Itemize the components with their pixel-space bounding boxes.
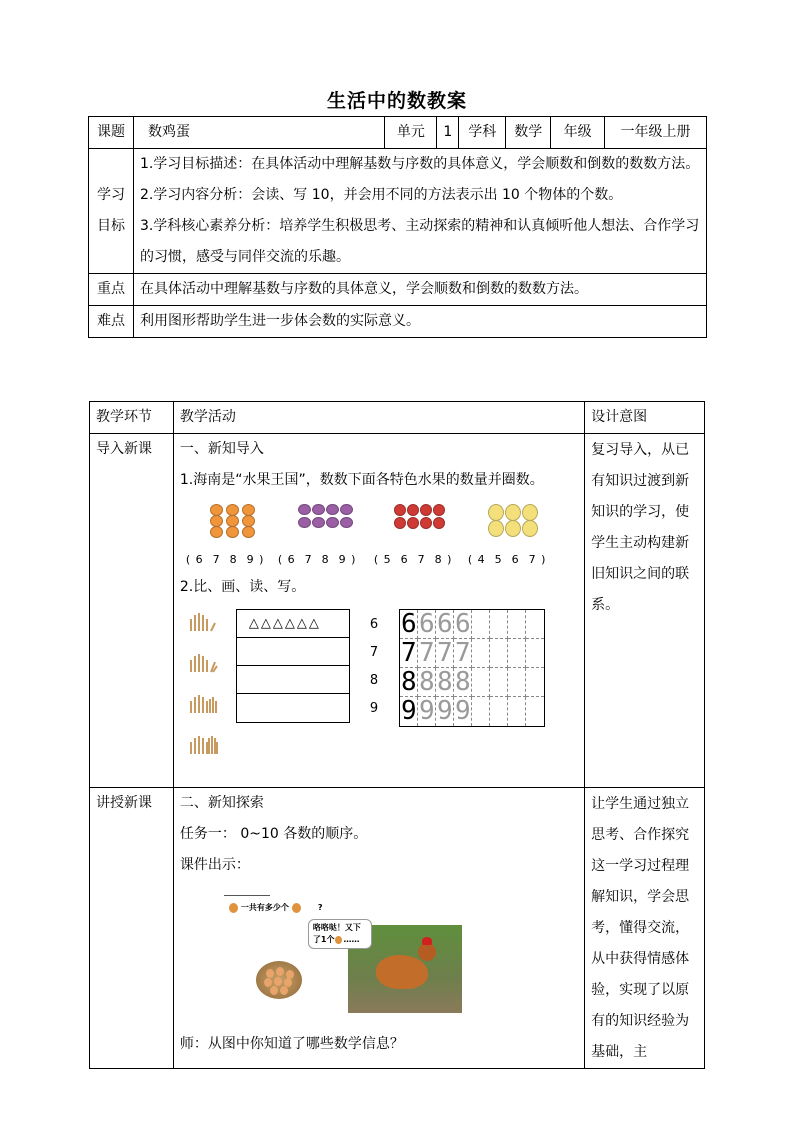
lychee-icon [407,517,419,529]
grid-cell [472,610,490,639]
mangosteen-icon [326,517,339,528]
grid-cell [526,610,544,639]
plan-table [89,401,705,1069]
trace-digit: 9 [437,696,453,726]
trace-digit: 7 [437,638,453,668]
topic-label: 课题 [89,117,134,149]
info-table [88,116,707,338]
design-lesson: 让学生通过独立思考、合作探究这一学习过程理解知识，学会思考，懂得交流，从中获得情感体验，实现了以原有的知识经验为基础，主 [585,788,705,1069]
triangles-row: △△△△△△ [237,610,349,638]
guava-icon [488,504,504,521]
unit-value: 1 [437,117,459,149]
trace-digit: 9 [419,696,435,726]
empty-row [237,666,349,694]
orange-icon [242,526,255,538]
key-value: 在具体活动中理解基数与序数的具体意义，学会顺数和倒数的数数方法。 [133,274,706,306]
hen-head [418,943,436,961]
intro-heading: 一、新知导入 [179,441,264,457]
number-8: 8 [369,673,379,688]
courseware-label: 课件出示： [179,857,250,873]
grid-cell [472,639,490,668]
subject-value: 数学 [506,117,551,149]
empty-row [237,694,349,721]
trace-digit: 8 [455,667,471,697]
grid-cell [508,610,526,639]
guava-icon [505,520,521,537]
trace-digit: 8 [419,667,435,697]
hand-six-icon [188,609,218,633]
guava-icon [488,520,504,537]
topic-value: 数鸡蛋 [133,117,384,149]
number-6: 6 [369,617,379,632]
compare-write-exercise [180,607,578,733]
goal-1: 1.学习目标描述：在具体活动中理解基数与序数的具体意义，学会顺数和倒数的数数方法。 [139,156,700,172]
mangosteen-icon [326,504,339,515]
banner-line [224,895,270,896]
grid-cell [526,697,544,726]
egg-icon [276,967,284,976]
subject-label: 学科 [459,117,506,149]
lychee-icon [433,504,445,516]
grid-cell [526,639,544,668]
intro-p1: 1.海南是“水果王国”，数数下面各特色水果的数量并圈数。 [179,472,544,488]
count-options-1: ( 6 7 8 9 ) [185,553,265,566]
trace-digit: 6 [437,609,453,639]
hand-eight-icon [188,691,218,715]
trace-digit: 6 [419,609,435,639]
difficulty-label: 难点 [89,306,134,338]
grid-cell [508,697,526,726]
lesson-heading: 二、新知探索 [179,795,264,811]
orange-icon [210,526,223,538]
empty-row [237,638,349,666]
grid-cell [472,668,490,697]
lychee-icon [394,517,406,529]
stage-intro: 导入新课 [90,434,174,788]
hen-body [376,955,428,989]
grid-cell [490,610,508,639]
trace-digit: 6 [455,609,471,639]
grid-cell [508,639,526,668]
hand-nine-icon [188,732,218,756]
egg-icon [292,903,301,913]
grade-label: 年级 [551,117,605,149]
header-stage: 教学环节 [90,402,174,434]
trace-digit: 7 [419,638,435,668]
goals-label: 学习目标 [89,149,134,274]
number-7: 7 [369,645,379,660]
trace-digit: 9 [401,696,417,726]
intro-p2: 2.比、画、读、写。 [179,579,306,595]
header-activity: 教学活动 [173,402,584,434]
trace-digit: 7 [455,638,471,668]
key-label: 重点 [89,274,134,306]
egg-icon [280,986,288,995]
lychee-icon [407,504,419,516]
drawing-box [236,609,350,723]
egg-icon [229,903,238,913]
count-options-2: ( 6 7 8 9 ) [277,553,357,566]
unit-label: 单元 [385,117,437,149]
grade-value: 一年级上册 [605,117,707,149]
how-many-eggs-banner: 一共有多少个 ? [226,901,338,915]
teacher-question: 师：从图中你知道了哪些数学信息？ [179,1036,404,1052]
mangosteen-icon [312,517,325,528]
finger-hands [188,609,222,773]
number-9: 9 [369,701,379,716]
goal-2: 2.学习内容分析：会读、写 10，并会用不同的方法表示出 10 个物体的个数。 [139,187,623,203]
egg-basket [256,961,302,999]
trace-digit: 9 [455,696,471,726]
egg-icon [274,977,282,986]
guava-icon [522,504,538,521]
trace-digit: 8 [437,667,453,697]
grid-cell [508,668,526,697]
header-design: 设计意图 [585,402,705,434]
lychee-icon [433,517,445,529]
guava-icon [522,520,538,537]
lychee-icon [394,504,406,516]
count-options-4: ( 4 5 6 7 ) [467,553,547,566]
mangosteen-icon [298,517,311,528]
grid-cell [472,697,490,726]
lychee-icon [420,504,432,516]
stage-new-lesson: 讲授新课 [90,788,174,1069]
egg-icon [266,969,274,978]
trace-digit: 6 [401,609,417,639]
page-title: 生活中的数教案 [326,90,467,112]
trace-digit: 7 [401,638,417,668]
task-one: 任务一： 0~10 各数的顺序。 [179,826,368,842]
hen-comb [422,937,432,945]
grid-cell [490,639,508,668]
egg-icon [270,986,278,995]
egg-icon [264,978,272,987]
mangosteen-icon [298,504,311,515]
writing-grid [399,609,545,727]
hen-egg-illustration [180,889,578,1029]
grid-cell [490,697,508,726]
mangosteen-icon [312,504,325,515]
orange-icon [226,526,239,538]
count-options-3: ( 5 6 7 8 ) [373,553,453,566]
grid-cell [526,668,544,697]
number-labels [370,611,378,723]
hen-speech-bubble: 咯咯哒！又下 了1个 …… [308,919,372,949]
hand-seven-icon [188,650,218,674]
egg-icon [335,936,342,944]
mangosteen-icon [340,517,353,528]
mangosteen-icon [340,504,353,515]
guava-icon [505,504,521,521]
lychee-icon [420,517,432,529]
difficulty-value: 利用图形帮助学生进一步体会数的实际意义。 [133,306,706,338]
fruit-counting [180,502,578,572]
design-intro: 复习导入，从已有知识过渡到新知识的学习，使学生主动构建新旧知识之间的联系。 [585,434,705,788]
goal-3: 3.学科核心素养分析：培养学生积极思考、主动探索的精神和认真倾听他人想法、合作学习的习惯，感受与同伴交流的乐趣。 [139,218,700,265]
grid-cell [490,668,508,697]
trace-digit: 8 [401,667,417,697]
